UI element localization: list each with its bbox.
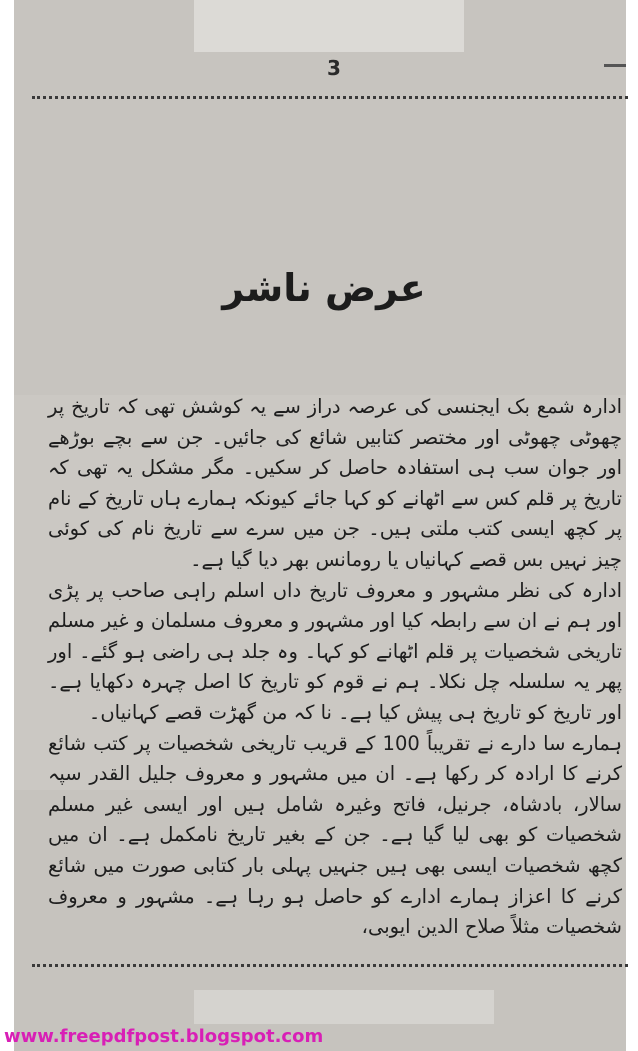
bottom-dotted-divider bbox=[32, 964, 628, 967]
body-text bbox=[48, 392, 622, 943]
page-heading: عرض ناشر bbox=[222, 266, 426, 310]
page-number: 3 bbox=[327, 56, 341, 80]
header-mark bbox=[604, 64, 626, 67]
paragraph-2: ادارہ کی نظر مشہور و معروف تاریخ داں اسلم راہی صاحب پر پڑی اور ہم نے ان سے رابطہ کیا اور مشہور و معروف مسلمان و غیر مسلم تاریخی شخصیات پر قلم اٹھانے کو کہا۔ وہ جلد ہی راضی ہو گئے۔ اور پھر یہ سلسلہ چل نکلا۔ ہم نے قوم کو تاریخ کا اصل چہرہ دکھایا ہے۔ اور تاریخ کو تاریخ ہی پیش کیا ہے۔ نا کہ من گھڑت قصے کہانیاں۔ bbox=[48, 578, 622, 724]
scan-light-strip-bottom bbox=[194, 990, 494, 1024]
paragraph-3: ہمارے سا دارے نے تقریباً 100 کے قریب تاریخی شخصیات پر کتب شائع کرنے کا ارادہ کر رکھا ہے۔ ان میں مشہور و معروف جلیل القدر سپہ سالار، بادشاہ، جرنیل، فاتح وغیرہ شامل ہیں اور ایسی غیر مسلم شخصیات کو بھی لیا گیا ہے۔ جن کے بغیر تاریخ نامکمل ہے۔ ان میں کچھ شخصیات ایسی بھی ہیں جنہیں پہلی بار کتابی صورت میں شائع کرنے کا اعزاز ہمارے ادارے کو حاصل ہو رہا ہے۔ مشہور و معروف شخصیات مثلاً صلاح الدین ایوبی، bbox=[48, 731, 622, 939]
scan-light-strip-top bbox=[194, 0, 464, 52]
paragraph-1: ادارہ شمع بک ایجنسی کی عرصہ دراز سے یہ کوشش تھی کہ تاریخ پر چھوٹی چھوٹی اور مختصر کتابیں شائع کی جائیں۔ جن سے بچے بوڑھے اور جوان سب ہی استفادہ حاصل کر سکیں۔ مگر مشکل یہ تھی کہ تاریخ پر قلم کس سے اٹھانے کو کہا جائے کیونکہ ہمارے ہاں تاریخ کے نام پر کچھ ایسی کتب ملتی ہیں۔ جن میں سرے سے تاریخ نام کی کوئی چیز نہیں بس قصے کہانیاں یا رومانس بھر دیا گیا ہے۔ bbox=[48, 395, 622, 571]
top-dotted-divider bbox=[32, 96, 628, 99]
scanned-page bbox=[14, 0, 626, 1051]
website-link[interactable]: www.freepdfpost.blogspot.com bbox=[4, 1026, 324, 1047]
